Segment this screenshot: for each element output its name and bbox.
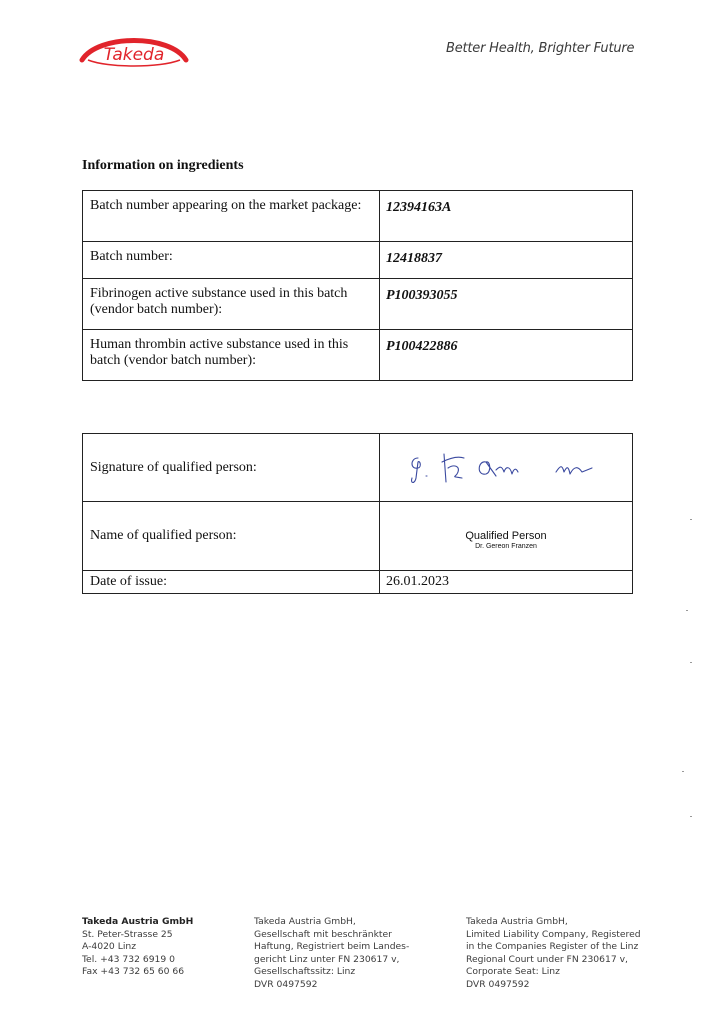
table-row: [83, 434, 633, 502]
qp-title: Qualified Person: [465, 530, 547, 542]
signature-image: [406, 448, 626, 488]
footer-line: DVR 0497592: [466, 978, 530, 990]
signature-label: Signature of qualified person:: [83, 434, 380, 502]
takeda-logo: [78, 30, 190, 70]
row-label: Batch number appearing on the market package:: [83, 191, 380, 242]
scan-speck: [686, 610, 688, 611]
row-label: Fibrinogen active substance used in this batch (vendor batch number):: [83, 279, 380, 330]
footer-line: Regional Court under FN 230617 v,: [466, 953, 628, 965]
scan-speck: [690, 519, 692, 520]
signature-cell: [380, 434, 633, 502]
svg-text:Takeda: Takeda: [103, 45, 165, 65]
name-cell: [380, 502, 633, 571]
footer-line: Fax +43 732 65 60 66: [82, 966, 185, 977]
footer-line: in the Companies Register of the Linz: [466, 941, 639, 952]
row-value: P100393055: [380, 279, 633, 330]
footer-line: Tel. +43 732 6919 0: [82, 953, 176, 965]
table-row: [83, 279, 633, 330]
footer-line: Haftung, Registriert beim Landes-: [254, 941, 410, 952]
footer-line: gericht Linz unter FN 230617 v,: [254, 953, 400, 965]
row-value: 12418837: [380, 242, 633, 279]
scan-speck: [690, 816, 692, 817]
footer-line: DVR 0497592: [254, 978, 318, 990]
table-row: [83, 571, 633, 594]
footer-line: Takeda Austria GmbH: [82, 916, 194, 927]
footer-line: Gesellschaft mit beschränkter: [254, 928, 392, 940]
tagline: Better Health, Brighter Future: [446, 41, 635, 56]
footer-line: Corporate Seat: Linz: [466, 966, 560, 977]
table-row: [83, 502, 633, 571]
footer-legal-english: [466, 916, 641, 991]
row-value: 12394163A: [380, 191, 633, 242]
qualification-table: [82, 433, 633, 594]
table-row: [83, 242, 633, 279]
footer-line: A-4020 Linz: [82, 941, 137, 952]
qp-name: Dr. Gereon Franzen: [475, 543, 537, 550]
table-row: [83, 191, 633, 242]
footer-address: [82, 916, 193, 979]
footer-line: St. Peter-Strasse 25: [82, 928, 173, 940]
ingredients-table: [82, 190, 633, 381]
name-label: Name of qualified person:: [83, 502, 380, 571]
footer-line: Gesellschaftssitz: Linz: [254, 966, 356, 977]
date-value: 26.01.2023: [380, 571, 633, 594]
scan-speck: [682, 771, 684, 772]
footer-line: Takeda Austria GmbH,: [254, 916, 356, 927]
footer-line: Limited Liability Company, Registered: [466, 928, 641, 940]
row-label: Batch number:: [83, 242, 380, 279]
footer-line: Takeda Austria GmbH,: [466, 916, 568, 927]
table-row: [83, 330, 633, 381]
footer-legal-german: [254, 916, 409, 991]
row-value: P100422886: [380, 330, 633, 381]
scan-speck: [690, 662, 692, 663]
row-label: Human thrombin active substance used in this batch (vendor batch number):: [83, 330, 380, 381]
date-label: Date of issue:: [83, 571, 380, 594]
section-title: Information on ingredients: [82, 158, 244, 173]
